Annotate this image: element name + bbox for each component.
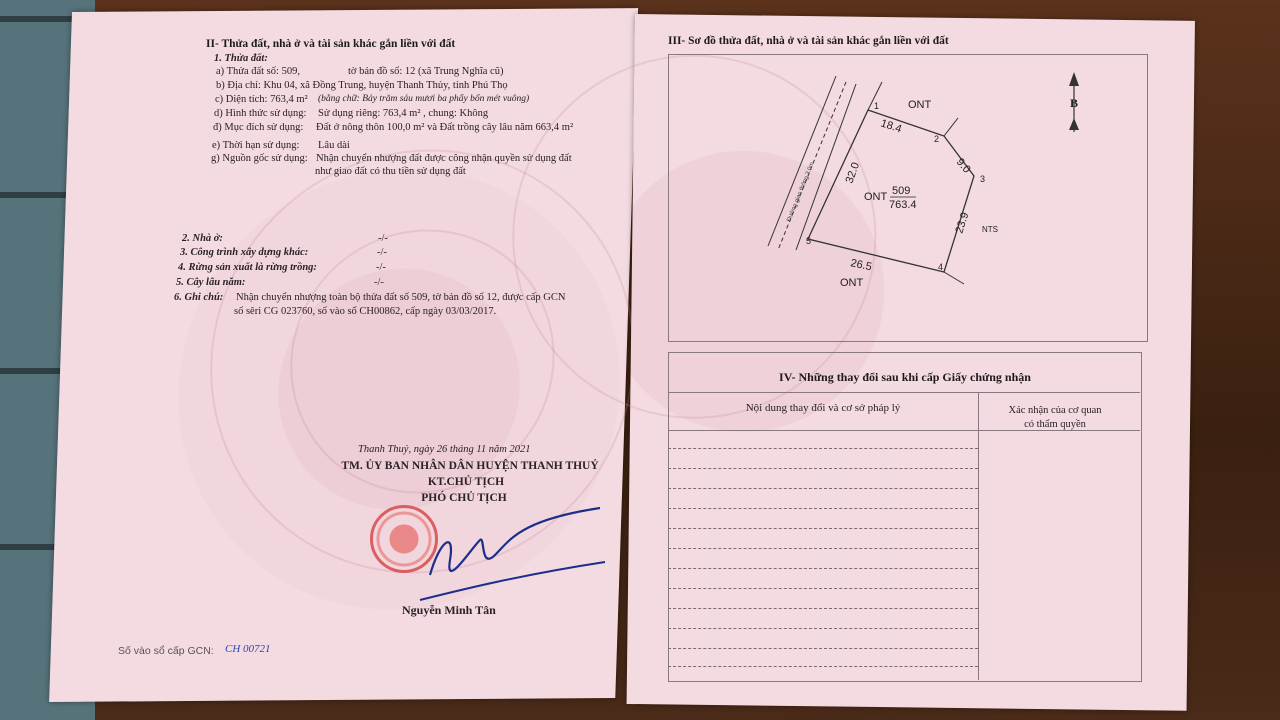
note-value-1: Nhận chuyển nhượng toàn bộ thửa đất số 509, tờ bản đồ số 12, được cấp GCN: [236, 292, 566, 303]
forest-value: -/-: [376, 262, 386, 273]
dotted-line: [668, 468, 978, 469]
dotted-line: [668, 488, 978, 489]
land-a-value: tờ bản đồ số: 12 (xã Trung Nghĩa cũ): [348, 66, 504, 77]
dotted-line: [668, 568, 978, 569]
land-d-label: d) Hình thức sử dụng:: [214, 108, 307, 119]
neighbor-bottom-label: ONT: [840, 277, 864, 289]
north-arrow-head: [1069, 72, 1079, 86]
perennial-label: 5. Cây lâu năm:: [176, 277, 246, 288]
edge-3-4-length: 23.9: [953, 210, 972, 235]
land-e-label: e) Thời hạn sử dụng:: [212, 140, 300, 151]
dotted-line: [668, 588, 978, 589]
edge-1-2-length: 18.4: [879, 117, 904, 136]
sign-place-date: Thanh Thuỷ, ngày 26 tháng 11 năm 2021: [358, 444, 531, 455]
changes-title: IV- Những thay đổi sau khi cấp Giấy chứng nhận: [779, 370, 1031, 384]
land-g-value-1: Nhận chuyển nhượng đất được công nhận quyền sử dụng đất: [316, 153, 572, 164]
changes-col-content: Nội dung thay đổi và cơ sở pháp lý: [745, 402, 901, 414]
vertex-2: 2: [934, 134, 940, 144]
vertex-1: 1: [874, 101, 880, 111]
serial-value: CH 00721: [225, 643, 271, 655]
house-value: -/-: [378, 233, 388, 244]
signature: [400, 500, 610, 610]
land-a-label: a) Thửa đất số: 509,: [216, 66, 300, 77]
dotted-line: [668, 528, 978, 529]
dotted-line: [668, 608, 978, 609]
vertex-5: 5: [806, 236, 812, 246]
neighbor-line-right: [944, 118, 958, 136]
dotted-line: [668, 508, 978, 509]
land-e-value: Lâu dài: [318, 140, 350, 151]
land-g-label: g) Nguồn gốc sử dụng:: [211, 153, 308, 164]
parcel-number: 509: [892, 185, 911, 197]
sign-kt: KT.CHỦ TỊCH: [427, 476, 505, 488]
note-label: 6. Ghi chú:: [174, 292, 224, 303]
vertex-4: 4: [938, 262, 944, 272]
land-dd-label: đ) Mục đích sử dụng:: [213, 122, 304, 133]
parcel-map: [668, 54, 1146, 340]
changes-header-divider: [668, 392, 1140, 393]
land-g-value-2: như giao đất có thu tiền sử dụng đất: [315, 166, 466, 177]
section-2-title: II- Thửa đất, nhà ở và tài sản khác gắn liền với đất: [206, 38, 456, 50]
section-3-title: III- Sơ đồ thửa đất, nhà ở và tài sản khác gắn liền với đất: [668, 35, 949, 47]
other-works-label: 3. Công trình xây dựng khác:: [180, 247, 309, 258]
land-dd-value: Đất ở nông thôn 100,0 m² và Đất trồng cây lâu năm 663,4 m²: [316, 122, 574, 133]
parcel-type: ONT: [864, 191, 888, 203]
changes-col-confirm: [978, 404, 1132, 432]
changes-col-confirm-line2: có thẩm quyền: [1024, 419, 1086, 430]
dotted-line: [668, 666, 978, 667]
serial-label: Số vào sổ cấp GCN:: [118, 645, 214, 657]
parcel-boundary: [808, 110, 974, 272]
edge-4-5-length: 26.5: [849, 257, 873, 274]
dotted-line: [668, 548, 978, 549]
road-edge-outer: [768, 76, 836, 246]
edge-2-3-length: 9.0: [953, 156, 973, 176]
signer-name: Nguyễn Minh Tân: [402, 603, 496, 617]
sign-organization: TM. ỦY BAN NHÂN DÂN HUYỆN THANH THUỶ: [341, 460, 599, 472]
vertex-3: 3: [980, 174, 986, 184]
neighbor-right-label: NTS: [982, 225, 998, 234]
dotted-line: [668, 448, 978, 449]
land-b-label: b) Địa chỉ: Khu 04, xã Đồng Trung, huyện Thanh Thủy, tỉnh Phú Thọ: [216, 80, 508, 91]
land-heading: 1. Thửa đất:: [214, 53, 268, 64]
forest-label: 4. Rừng sản xuất là rừng trồng:: [178, 262, 317, 273]
dotted-line: [668, 628, 978, 629]
road-edge-inner: [796, 84, 856, 250]
north-label: B: [1070, 96, 1079, 110]
perennial-value: -/-: [374, 277, 384, 288]
house-label: 2. Nhà ở:: [182, 233, 223, 244]
land-c-label: c) Diện tích: 763,4 m²: [215, 94, 308, 105]
land-d-value: Sử dụng riêng: 763,4 m² , chung: Không: [318, 108, 489, 119]
other-works-value: -/-: [377, 247, 387, 258]
road-label: Đường giao thông 3.0m: [786, 161, 816, 223]
neighbor-top-label: ONT: [908, 99, 932, 111]
north-arrow-tail: [1069, 118, 1079, 130]
land-c-value: (bằng chữ: Bảy trăm sáu mươi ba phẩy bốn mét vuông): [318, 94, 530, 104]
changes-column-divider: [978, 392, 979, 680]
parcel-area: 763.4: [889, 199, 917, 211]
neighbor-line-bottom: [944, 272, 964, 284]
dotted-line: [668, 648, 978, 649]
note-value-2: số sêri CG 023760, số vào sổ CH00862, cấp ngày 03/03/2017.: [234, 306, 497, 317]
sign-title: PHÓ CHỦ TỊCH: [421, 492, 507, 504]
edge-5-1-length: 32.0: [843, 160, 863, 186]
changes-col-confirm-line1: Xác nhận của cơ quan: [1008, 405, 1102, 416]
